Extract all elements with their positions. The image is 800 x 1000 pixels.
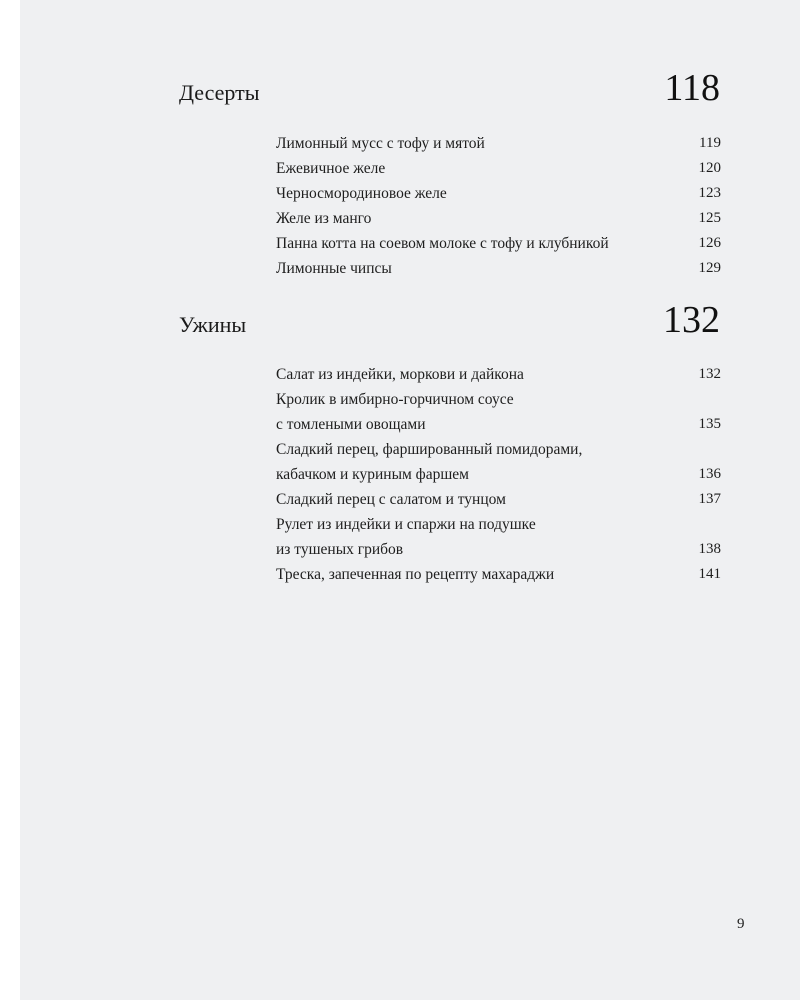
toc-entry-page: 119 [699,135,721,151]
toc-entry-page: 125 [698,210,721,226]
toc-entry-page: 120 [698,160,721,176]
section-title-desserts: Десерты [179,80,260,105]
toc-entry-page: 132 [698,366,721,382]
toc-entry-title: Желе из манго [276,210,372,227]
toc-entry-page: 141 [698,566,721,582]
page-number: 9 [737,916,745,932]
toc-entry-page: 126 [698,235,721,251]
toc-entry-page: 137 [698,491,721,507]
toc-entry-page: 138 [698,541,721,557]
toc-entry-page: 135 [698,416,721,432]
toc-entry[interactable] [276,131,721,156]
section-page-desserts: 118 [664,67,720,109]
toc-entry-page: 129 [698,260,721,276]
toc-entry[interactable] [276,562,721,587]
toc-entry[interactable] [276,156,721,181]
toc-entry[interactable] [276,256,721,281]
toc-entry[interactable] [276,362,721,387]
toc-entry[interactable] [276,487,721,512]
toc-entry[interactable] [276,512,721,562]
toc-entry-title-line-2: с томлеными овощами [276,416,426,433]
toc-entry-title-line-1: Сладкий перец, фаршированный помидорами, [276,441,583,458]
toc-entry-title-line-1: Рулет из индейки и спаржи на подушке [276,516,536,533]
toc-entry-title: Ежевичное желе [276,160,386,177]
toc-entry-title: Лимонный мусс с тофу и мятой [276,135,485,152]
toc-entry-title-line-2: из тушеных грибов [276,541,404,558]
toc-list-dinners [276,362,721,587]
toc-entry-title: Черносмородиновое желе [276,185,447,202]
toc-entry[interactable] [276,437,721,487]
toc-entry-title: Лимонные чипсы [276,260,392,277]
toc-entry[interactable] [276,206,721,231]
section-title-dinners: Ужины [179,312,247,337]
toc-entry-page: 123 [698,185,721,201]
toc-entry-title: Салат из индейки, моркови и дайкона [276,366,524,383]
toc-entry-title: Сладкий перец с салатом и тунцом [276,491,506,508]
toc-entry[interactable] [276,387,721,437]
toc-list-desserts [276,131,721,281]
toc-entry[interactable] [276,231,721,256]
toc-entry-title: Треска, запеченная по рецепту махараджи [276,566,555,583]
section-page-dinners: 132 [663,299,720,341]
toc-entry[interactable] [276,181,721,206]
toc-entry-page: 136 [698,466,721,482]
toc-entry-title-line-1: Кролик в имбирно-горчичном соусе [276,391,514,408]
toc-entry-title: Панна котта на соевом молоке с тофу и клубникой [276,235,609,252]
book-page [20,0,800,1000]
toc-entry-title-line-2: кабачком и куриным фаршем [276,466,469,483]
